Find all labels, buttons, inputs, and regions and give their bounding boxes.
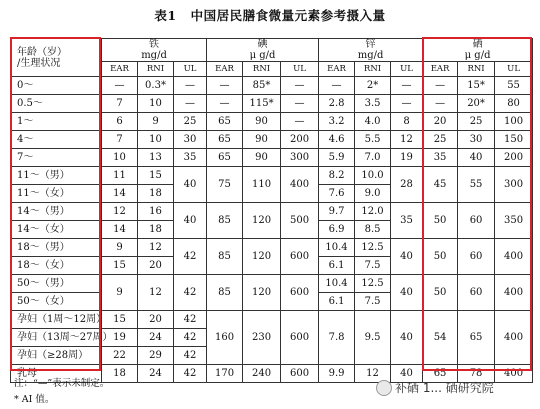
value-cell: 6.1 (319, 293, 355, 311)
table-title (0, 6, 540, 24)
watermark-logo-icon (376, 380, 392, 396)
age-cell: 50～（女） (11, 293, 102, 311)
value-cell: 11 (102, 167, 138, 185)
age-cell: 11～（男） (11, 167, 102, 185)
col-header-ear: EAR (207, 62, 243, 77)
watermark (376, 379, 494, 396)
value-cell: 10.4 (319, 239, 355, 257)
table-row (11, 113, 533, 131)
value-cell: 12.5 (355, 239, 391, 257)
value-cell: 40 (458, 149, 495, 167)
value-cell: 8.5 (355, 221, 391, 239)
value-cell: 28 (391, 167, 423, 203)
value-cell: 42 (174, 239, 207, 275)
value-cell: 120 (243, 275, 281, 311)
value-cell: 14 (102, 185, 138, 203)
value-cell: 12 (138, 275, 174, 311)
value-cell: 150 (495, 131, 533, 149)
value-cell: 12.0 (355, 203, 391, 221)
col-header-ul: UL (495, 62, 533, 77)
value-cell: 12 (355, 365, 391, 383)
value-cell: 9 (102, 275, 138, 311)
value-cell: 55 (458, 167, 495, 203)
value-cell: 10.0 (355, 167, 391, 185)
table-row (11, 95, 533, 113)
col-header-ear: EAR (102, 62, 138, 77)
value-cell: 3.5 (355, 95, 391, 113)
age-cell: 0.5～ (11, 95, 102, 113)
value-cell: 0.3* (138, 77, 174, 95)
value-cell: 16 (138, 203, 174, 221)
col-header-rni: RNI (355, 62, 391, 77)
table-row (11, 167, 533, 185)
table-row (11, 77, 533, 95)
value-cell: 85* (243, 77, 281, 95)
value-cell: 42 (174, 347, 207, 365)
value-cell: 15 (138, 167, 174, 185)
value-cell: 50 (423, 203, 458, 239)
watermark-text: 补硒 1... 硒研究院 (395, 381, 494, 395)
age-cell: 乳母 (11, 365, 102, 383)
col-header-ul: UL (174, 62, 207, 77)
value-cell: 170 (207, 365, 243, 383)
value-cell: 400 (495, 365, 533, 383)
header-iron (102, 39, 207, 62)
table-row (11, 239, 533, 257)
value-cell: 9 (102, 239, 138, 257)
age-cell: 4～ (11, 131, 102, 149)
value-cell: 19 (391, 149, 423, 167)
value-cell: 30 (174, 131, 207, 149)
value-cell: 6.1 (319, 257, 355, 275)
value-cell: 200 (281, 131, 319, 149)
value-cell: 15* (458, 77, 495, 95)
table-row (11, 131, 533, 149)
value-cell: 12 (138, 239, 174, 257)
value-cell: 9.9 (319, 365, 355, 383)
value-cell: 18 (102, 365, 138, 383)
value-cell: 9.5 (355, 311, 391, 365)
value-cell: 2* (355, 77, 391, 95)
value-cell: 240 (243, 365, 281, 383)
age-cell: 14～（男） (11, 203, 102, 221)
value-cell: 54 (423, 311, 458, 365)
value-cell: 65 (207, 113, 243, 131)
value-cell: 29 (138, 347, 174, 365)
col-header-ul: UL (391, 62, 423, 77)
value-cell: 85 (207, 239, 243, 275)
col-header-ear: EAR (319, 62, 355, 77)
value-cell: 120 (243, 203, 281, 239)
value-cell: — (174, 77, 207, 95)
value-cell: 6 (102, 113, 138, 131)
zinc-unit: mg/d (357, 50, 384, 61)
header-zinc (319, 39, 423, 62)
value-cell: 8 (391, 113, 423, 131)
value-cell: 55 (495, 77, 533, 95)
age-cell: 孕妇（≥28周） (11, 347, 102, 365)
value-cell: 90 (243, 131, 281, 149)
value-cell: 7 (102, 131, 138, 149)
note-line-1: 注：“—”表示未制定。 (14, 378, 110, 389)
value-cell: 7.5 (355, 257, 391, 275)
value-cell: 400 (495, 239, 533, 275)
note-line-2: * AI 值。 (14, 394, 55, 405)
value-cell: 5.9 (319, 149, 355, 167)
value-cell: 60 (458, 203, 495, 239)
value-cell: 10 (102, 149, 138, 167)
header-iodine (207, 39, 319, 62)
value-cell: 12.5 (355, 275, 391, 293)
col-header-rni: RNI (138, 62, 174, 77)
value-cell: 600 (281, 239, 319, 275)
value-cell: 24 (138, 329, 174, 347)
iodine-label: 碘 (257, 39, 268, 50)
table-number: 表1 (154, 8, 177, 23)
value-cell: 600 (281, 275, 319, 311)
value-cell: 200 (495, 149, 533, 167)
age-cell: 14～（女） (11, 221, 102, 239)
value-cell: 35 (423, 149, 458, 167)
value-cell: — (281, 95, 319, 113)
value-cell: 35 (174, 149, 207, 167)
value-cell: 7 (102, 95, 138, 113)
col-header-rni: RNI (243, 62, 281, 77)
value-cell: 65 (207, 131, 243, 149)
value-cell: 20 (138, 257, 174, 275)
value-cell: 7.0 (355, 149, 391, 167)
value-cell: 40 (391, 365, 423, 383)
value-cell: 65 (423, 365, 458, 383)
value-cell: 350 (495, 203, 533, 239)
value-cell: 6.9 (319, 221, 355, 239)
value-cell: 22 (102, 347, 138, 365)
value-cell: 10.4 (319, 275, 355, 293)
age-header-line2: /生理状况 (17, 57, 61, 69)
value-cell: 40 (174, 167, 207, 203)
value-cell: 12 (391, 131, 423, 149)
value-cell: — (174, 95, 207, 113)
value-cell: 80 (495, 95, 533, 113)
age-cell: 孕妇（13周～27周） (11, 329, 102, 347)
value-cell: 160 (207, 311, 243, 365)
value-cell: 42 (174, 329, 207, 347)
age-header-line1: 年龄（岁） (17, 46, 67, 58)
value-cell: 9.7 (319, 203, 355, 221)
value-cell: 600 (281, 365, 319, 383)
table-row (11, 311, 533, 329)
value-cell: 78 (458, 365, 495, 383)
age-cell: 50～（男） (11, 275, 102, 293)
value-cell: 35 (391, 203, 423, 239)
value-cell: 10 (138, 95, 174, 113)
value-cell: 20 (138, 311, 174, 329)
value-cell: 85 (207, 275, 243, 311)
value-cell: — (281, 77, 319, 95)
iodine-unit: μ g/d (249, 50, 276, 61)
value-cell: 30 (458, 131, 495, 149)
value-cell: 65 (458, 311, 495, 365)
value-cell: 75 (207, 167, 243, 203)
value-cell: 42 (174, 365, 207, 383)
col-header-rni: RNI (458, 62, 495, 77)
age-cell: 18～（女） (11, 257, 102, 275)
value-cell: 60 (458, 275, 495, 311)
value-cell: 40 (391, 275, 423, 311)
table-row (11, 203, 533, 221)
value-cell: 9 (138, 113, 174, 131)
value-cell: 18 (138, 185, 174, 203)
iron-unit: mg/d (141, 50, 167, 61)
value-cell: 50 (423, 275, 458, 311)
value-cell: 10 (138, 131, 174, 149)
value-cell: — (391, 77, 423, 95)
value-cell: 85 (207, 203, 243, 239)
value-cell: — (207, 77, 243, 95)
value-cell: — (423, 95, 458, 113)
value-cell: 25 (458, 113, 495, 131)
age-cell: 0～ (11, 77, 102, 95)
value-cell: — (102, 77, 138, 95)
value-cell: 5.5 (355, 131, 391, 149)
value-cell: 100 (495, 113, 533, 131)
value-cell: 7.6 (319, 185, 355, 203)
value-cell: 110 (243, 167, 281, 203)
col-header-ear: EAR (423, 62, 458, 77)
value-cell: 42 (174, 311, 207, 329)
value-cell: 400 (495, 275, 533, 311)
value-cell: — (391, 95, 423, 113)
value-cell: 13 (138, 149, 174, 167)
zinc-label: 锌 (365, 39, 376, 50)
value-cell: 65 (207, 149, 243, 167)
value-cell: 40 (391, 239, 423, 275)
value-cell: 300 (495, 167, 533, 203)
value-cell: 90 (243, 149, 281, 167)
col-header-ul: UL (281, 62, 319, 77)
value-cell: 7.8 (319, 311, 355, 365)
micronutrient-table (10, 38, 533, 383)
value-cell: 120 (243, 239, 281, 275)
value-cell: 600 (281, 311, 319, 365)
value-cell: 15 (102, 311, 138, 329)
value-cell: 4.0 (355, 113, 391, 131)
value-cell: 4.6 (319, 131, 355, 149)
value-cell: 15 (102, 257, 138, 275)
value-cell: 40 (174, 203, 207, 239)
iron-label: 铁 (149, 39, 160, 50)
value-cell: — (207, 95, 243, 113)
value-cell: — (319, 77, 355, 95)
value-cell: 24 (138, 365, 174, 383)
value-cell: 115* (243, 95, 281, 113)
value-cell: 9.0 (355, 185, 391, 203)
value-cell: 25 (174, 113, 207, 131)
selenium-unit: μ g/d (464, 50, 491, 61)
header-selenium (423, 39, 533, 62)
age-cell: 11～（女） (11, 185, 102, 203)
table-row (11, 275, 533, 293)
value-cell: 20 (423, 113, 458, 131)
age-cell: 7～ (11, 149, 102, 167)
value-cell: 7.5 (355, 293, 391, 311)
value-cell: 14 (102, 221, 138, 239)
value-cell: 3.2 (319, 113, 355, 131)
value-cell: — (423, 77, 458, 95)
selenium-label: 硒 (472, 39, 483, 50)
value-cell: 45 (423, 167, 458, 203)
value-cell: 50 (423, 239, 458, 275)
table-row (11, 149, 533, 167)
value-cell: 19 (102, 329, 138, 347)
age-cell: 1～ (11, 113, 102, 131)
value-cell: 230 (243, 311, 281, 365)
value-cell: 12 (102, 203, 138, 221)
table-title-text: 中国居民膳食微量元素参考摄入量 (190, 8, 386, 23)
value-cell: 42 (174, 275, 207, 311)
value-cell: 60 (458, 239, 495, 275)
value-cell: 400 (495, 311, 533, 365)
value-cell: 25 (423, 131, 458, 149)
value-cell: 20* (458, 95, 495, 113)
value-cell: 500 (281, 203, 319, 239)
age-column-header (11, 39, 102, 77)
age-cell: 孕妇（1周～12周） (11, 311, 102, 329)
value-cell: 90 (243, 113, 281, 131)
age-cell: 18～（男） (11, 239, 102, 257)
value-cell: 18 (138, 221, 174, 239)
value-cell: 8.2 (319, 167, 355, 185)
value-cell: 2.8 (319, 95, 355, 113)
value-cell: — (281, 113, 319, 131)
value-cell: 300 (281, 149, 319, 167)
value-cell: 400 (281, 167, 319, 203)
value-cell: 40 (391, 311, 423, 365)
